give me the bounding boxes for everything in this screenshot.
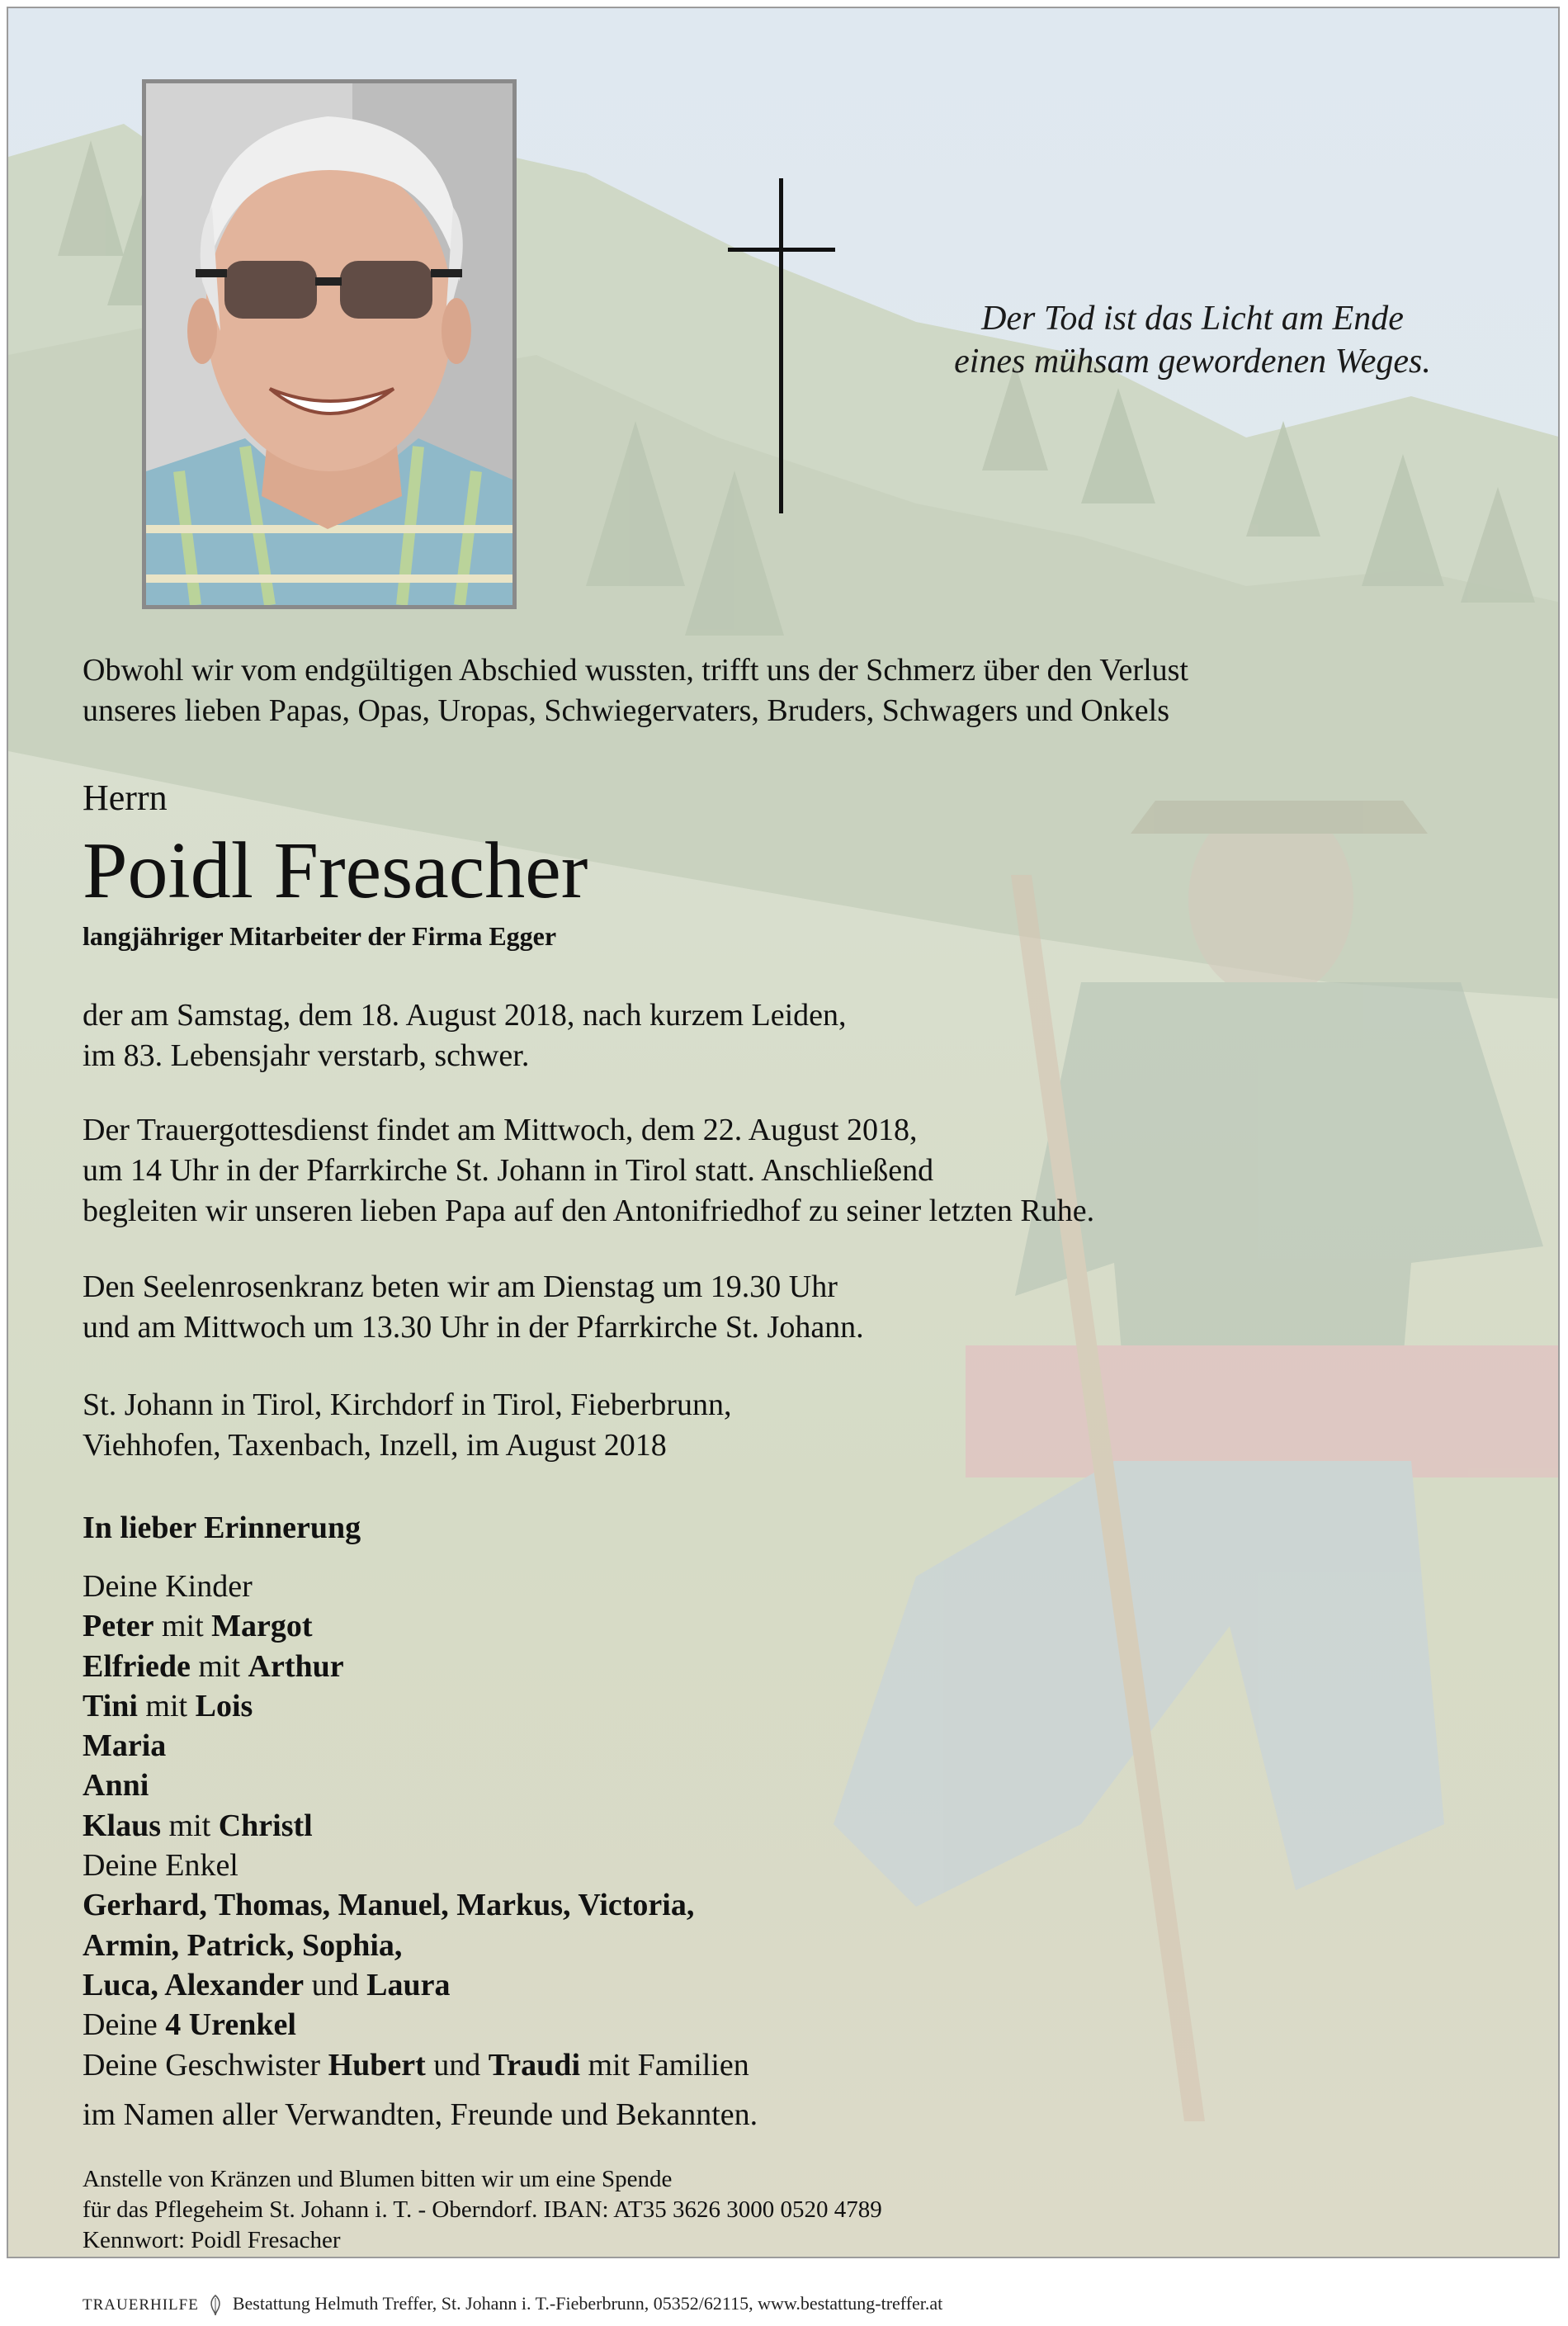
- leaf-icon: [208, 2295, 223, 2316]
- family-member-row: [83, 1766, 749, 1805]
- with-word: mit: [168, 1808, 211, 1843]
- partner-name: Lois: [195, 1688, 253, 1723]
- child-name: Elfriede: [83, 1648, 191, 1684]
- grandchildren-names: Luca, Alexander: [83, 1967, 305, 2002]
- memorial-quote: [867, 297, 1518, 383]
- child-name: Anni: [83, 1768, 149, 1804]
- grandchildren-line: Gerhard, Thomas, Manuel, Markus, Victoria,: [83, 1888, 695, 1923]
- family-member-row: [83, 1647, 749, 1686]
- partner-name: Arthur: [248, 1648, 344, 1684]
- child-name: Maria: [83, 1728, 167, 1764]
- siblings-suffix: mit Familien: [588, 2047, 749, 2083]
- intro-line: unseres lieben Papas, Opas, Uropas, Schwiegervaters, Bruders, Schwagers und Onkels: [83, 693, 1170, 728]
- child-name: Tini: [83, 1688, 138, 1723]
- portrait-photo: [142, 79, 517, 609]
- partner-name: Christl: [218, 1808, 313, 1843]
- quote-line: eines mühsam gewordenen Weges.: [954, 343, 1431, 381]
- donation-line: für das Pflegeheim St. Johann i. T. - Oberndorf. IBAN: AT35 3626 3000 0520 4789: [83, 2196, 882, 2223]
- intro-line: Obwohl wir vom endgültigen Abschied wussten, trifft uns der Schmerz über den Verlust: [83, 653, 1188, 688]
- cross-icon: [728, 178, 835, 513]
- funeral-service-info: [83, 1110, 1094, 1232]
- child-name: Klaus: [83, 1808, 162, 1843]
- and-word: und: [433, 2047, 481, 2083]
- with-word: mit: [145, 1688, 188, 1723]
- grandchildren-label: Deine Enkel: [83, 1848, 239, 1884]
- deceased-name: Poidl Fresacher: [83, 826, 588, 915]
- child-name: Peter: [83, 1609, 154, 1644]
- grandchild-name: Laura: [366, 1967, 451, 2002]
- children-label: Deine Kinder: [83, 1569, 253, 1604]
- rosary-line: und am Mittwoch um 13.30 Uhr in der Pfarrkirche St. Johann.: [83, 1310, 864, 1345]
- footer-text: Bestattung Helmuth Treffer, St. Johann i. T.-Fieberbrunn, 05352/62115, www.bestattung-treffer.at: [232, 2293, 943, 2314]
- grandchildren-line: Armin, Patrick, Sophia,: [83, 1927, 403, 1963]
- intro-text: [83, 650, 1188, 731]
- sibling-name: Hubert: [328, 2047, 426, 2083]
- with-word: mit: [198, 1648, 241, 1684]
- family-member-row: [83, 1806, 749, 1846]
- family-member-row: [83, 1606, 749, 1646]
- donation-line: Kennwort: Poidl Fresacher: [83, 2227, 341, 2253]
- family-member-row: [83, 1726, 749, 1766]
- rosary-info: [83, 1267, 864, 1348]
- grandchildren-line: [83, 1965, 749, 2005]
- death-notice: [83, 995, 847, 1076]
- great-grandchildren-row: [83, 2005, 749, 2045]
- siblings-prefix: Deine Geschwister: [83, 2047, 321, 2083]
- places-line: St. Johann in Tirol, Kirchdorf in Tirol, Fieberbrunn,: [83, 1388, 732, 1422]
- places-and-date: [83, 1385, 731, 1466]
- family-list: [83, 1567, 749, 2085]
- deceased-role: langjähriger Mitarbeiter der Firma Egger: [83, 921, 557, 951]
- death-line: der am Samstag, dem 18. August 2018, nach kurzem Leiden,: [83, 998, 847, 1033]
- donation-line: Anstelle von Kränzen und Blumen bitten wir um eine Spende: [83, 2166, 673, 2192]
- places-line: Viehhofen, Taxenbach, Inzell, im August 2018: [83, 1428, 667, 1463]
- with-word: mit: [161, 1609, 204, 1644]
- death-line: im 83. Lebensjahr verstarb, schwer.: [83, 1038, 530, 1073]
- service-line: um 14 Uhr in der Pfarrkirche St. Johann in Tirol statt. Anschließend: [83, 1153, 934, 1188]
- salutation: Herrn: [83, 778, 168, 818]
- sibling-name: Traudi: [488, 2047, 580, 2083]
- remembrance-title: In lieber Erinnerung: [83, 1510, 361, 1545]
- service-line: Der Trauergottesdienst findet am Mittwoch, dem 22. August 2018,: [83, 1113, 918, 1147]
- footer: [83, 2291, 942, 2318]
- siblings-row: [83, 2045, 749, 2085]
- donation-notice: [83, 2164, 882, 2256]
- quote-line: Der Tod ist das Licht am Ende: [981, 300, 1404, 338]
- partner-name: Margot: [211, 1609, 313, 1644]
- great-grandchildren-count: 4 Urenkel: [165, 2007, 296, 2043]
- and-word: und: [311, 1967, 359, 2002]
- service-line: begleiten wir unseren lieben Papa auf den Antonifriedhof zu seiner letzten Ruhe.: [83, 1194, 1095, 1228]
- family-member-row: [83, 1686, 749, 1726]
- footer-brand: TRAUERHILFE: [83, 2296, 199, 2314]
- great-prefix: Deine: [83, 2007, 158, 2043]
- closing-line: im Namen aller Verwandten, Freunde und Bekannten.: [83, 2097, 758, 2132]
- portrait-image: [146, 83, 512, 605]
- rosary-line: Den Seelenrosenkranz beten wir am Dienstag um 19.30 Uhr: [83, 1269, 838, 1304]
